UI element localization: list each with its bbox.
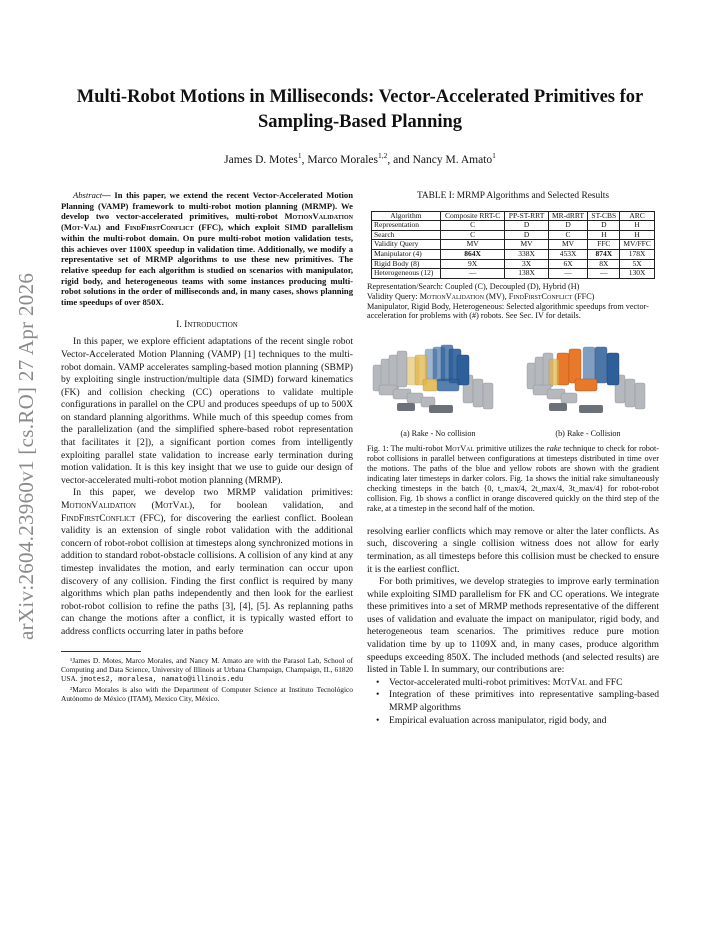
rake-collision-image (517, 335, 659, 421)
table-note: Representation/Search: Coupled (C), Decoupled (D), Hybrid (H) (367, 281, 580, 291)
list-item (376, 714, 659, 728)
table-row (372, 249, 655, 259)
table-cell: D (588, 221, 620, 231)
bullet-icon: • (376, 689, 380, 701)
table-cell: 874X (588, 249, 620, 259)
note-text: (MV), (483, 291, 509, 301)
table-cell: 5X (620, 259, 655, 269)
table-cell: Search (372, 230, 441, 240)
subfigure-caption: (b) Rake - Collision (555, 428, 621, 438)
table-cell: — (440, 269, 505, 279)
caption-text: technique to check for robot-robot collisions in parallel between configurations at timesteps distributed in time over the motions. The paths of the blue and yellow robots are shown with the gradient indicating later timesteps in darker colors. Fig. 1a shows the initial rake simultaneously checking timesteps in the batch {0, t_max/4, 2t_max/4, 3t_max/4} for robot-robot collision. Fig. 1b shows a conflict in orange discovered quickly on the third step of the rake, at a timestep in the second half of the motion. (367, 444, 659, 513)
table-header: Composite RRT-C (440, 211, 505, 221)
table-cell: — (548, 269, 588, 279)
contribution-list (367, 677, 659, 727)
author-separator: , and (387, 153, 413, 166)
figure-caption (367, 444, 659, 513)
abstract-dash: — (102, 190, 115, 200)
table-cell: MV/FFC (620, 240, 655, 250)
footnote-text: ¹James D. Motes, Marco Morales, and Nancy M. Amato are with the Parasol Lab, School of Computing and Data Science, University of Illinois at Urbana Champaign, Champaign, IL, 61820 USA. (61, 655, 353, 683)
table-row (372, 221, 655, 231)
table-cell: H (620, 221, 655, 231)
table-cell: — (588, 269, 620, 279)
table-cell: Representation (372, 221, 441, 231)
table-cell: 338X (505, 249, 548, 259)
affiliation-mark: 1 (492, 151, 496, 160)
list-item (376, 689, 659, 714)
list-item-text: Integration of these primitives into representative sampling-based MRMP algorithms (389, 689, 659, 714)
footnote: ²Marco Morales is also with the Department of Computer Science at Instituto Tecnológico Autónomo de México (ITAM), Mexico City, México. (61, 684, 353, 703)
table-note (367, 292, 659, 302)
caption-emphasis: rake (546, 444, 562, 454)
table-cell: 138X (505, 269, 548, 279)
bullet-icon: • (376, 676, 380, 688)
table-cell: C (440, 221, 505, 231)
figure-row (367, 335, 659, 439)
abstract-text: (FFC), which exploit SIMD parallelism within the multi-robot domain. On pure multi-robot motion validation tests, this achieves over 1100X speedup in validation time. Additionally, we modify a representative set of MRMP algorithms to use these new primitives. The relative speedup for each algorithm is studied on scenarios with manipulator, rigid body, and heterogeneous teams with some instances producing multi-robot solutions in the order of milliseconds and, in many cases, shows planning time speedups of over 850X. (61, 222, 353, 308)
abstract (61, 190, 353, 308)
arxiv-stamp: arXiv:2604.23960v1 [cs.RO] 27 Apr 2026 (14, 272, 38, 640)
affiliation-mark: 1 (297, 151, 302, 160)
paragraph-text: ( (135, 500, 155, 512)
table-cell: C (548, 230, 588, 240)
table-cell: 130X (620, 269, 655, 279)
robot-base (549, 403, 603, 413)
paragraph-text: ), for boolean validation, and (188, 500, 354, 512)
primitive-name: FindFirstConflict (124, 222, 194, 233)
table-row (372, 269, 655, 279)
author-name: Marco Morales (307, 153, 378, 166)
intro-paragraph (61, 487, 353, 638)
primitive-name: MotVal (154, 500, 189, 512)
primitive-name: MotVal (552, 676, 587, 688)
table-cell: D (505, 230, 548, 240)
left-column (61, 190, 353, 703)
table-header: ARC (620, 211, 655, 221)
table-header: MR-dRRT (548, 211, 588, 221)
table-caption: TABLE I: MRMP Algorithms and Selected Results (416, 191, 610, 201)
table-cell: MV (505, 240, 548, 250)
abstract-text: In this paper, we extend the recent Vector-Accelerated Motion Planning (VAMP) framework to multi-robot motion planning (MRMP). We develop two vector-accelerated primitives, multi-robot (61, 190, 353, 222)
table-cell: C (440, 230, 505, 240)
section-heading: I. Introduction (176, 318, 238, 330)
table-cell: Validity Query (372, 240, 441, 250)
table-cell: 864X (440, 249, 505, 259)
right-column (367, 190, 659, 727)
author-name: James D. Motes (224, 153, 298, 166)
author-separator: , (301, 153, 308, 166)
email-address: jmotes2, moralesa, namato@illinois.edu (79, 675, 244, 684)
table-note: Manipulator, Rigid Body, Heterogeneous: Selected algorithmic speedups from vector-acceleration for problems with (#) robots. See Sec. IV for details. (367, 301, 649, 321)
author-name: Nancy M. Amato (412, 153, 493, 166)
list-item-text: Empirical evaluation across manipulator, rigid body, and (389, 714, 607, 726)
table-cell: Heterogeneous (12) (372, 269, 441, 279)
right-body (367, 526, 659, 728)
table-cell: H (620, 230, 655, 240)
subfigure-a (367, 335, 509, 439)
list-item-text: and FFC (586, 676, 623, 688)
table-cell: FFC (588, 240, 620, 250)
table-cell: 453X (548, 249, 588, 259)
primitive-name: MotionValidation (Mot-Val) (61, 211, 353, 233)
body-paragraph: resolving earlier conflicts which may remove or alter the later conflicts. As such, discovering a single collision witness does not allow for early termination, as all timesteps before this collision must be checked to ensure it is the earliest conflict. (367, 525, 659, 575)
primitive-name: MotVal (444, 444, 475, 454)
table-cell: D (548, 221, 588, 231)
table-cell: Manipulator (4) (372, 249, 441, 259)
primitive-name: FindFirstConflict (61, 512, 136, 524)
footnote-rule (61, 651, 141, 652)
table-cell: MV (440, 240, 505, 250)
bullet-icon: • (376, 714, 380, 726)
primitive-name: MotionValidation (419, 291, 484, 301)
results-table (371, 211, 655, 279)
table-cell: Rigid Body (8) (372, 259, 441, 269)
list-item-text: Vector-accelerated multi-robot primitives: (389, 676, 553, 688)
subfigure-caption: (a) Rake - No collision (400, 428, 476, 438)
paragraph-text: (FFC), for discovering the earliest conflict. Boolean validity is an extension of single robot validation with the additional concern of robot-robot collision at timesteps along synchronized motions in addition to standard robot-obstacle collisions. A collision of any kind at any timestep invalidates the motion, and early termination can occur upon discovery of any collision. Finding the first conflict is required by many algorithms which plan paths independently and then look for the earliest robot-robot collision to refine the paths [3], [4], [5]. As replanning paths can change the motions after a conflict, it is typically wasted effort to address conflicts occurring later in paths before (61, 512, 353, 637)
subfigure-b (517, 335, 659, 439)
primitive-name: MotionValidation (61, 500, 136, 512)
caption-text: Fig. 1: The multi-robot (367, 444, 445, 454)
table-cell: MV (548, 240, 588, 250)
table-cell: 8X (588, 259, 620, 269)
rake-no-collision-image (367, 335, 509, 421)
affiliation-mark: 1,2 (377, 151, 388, 160)
primitive-name: FindFirstConflict (508, 291, 573, 301)
table-cell: 9X (440, 259, 505, 269)
abstract-label: Abstract (73, 190, 103, 200)
table-header: Algorithm (372, 211, 441, 221)
abstract-text: and (100, 222, 125, 233)
body-paragraph: For both primitives, we develop strategies to improve early termination while exploiting SIMD parallelism for FK and CC operations. We integrate these primitives into a set of MRMP methods representative of the different uses of validation and evaluate the impact on manipulator, rigid body, and heterogeneous team scenarios. The primitives reduce pure motion validation time by up to 1109X and, in many cases, produce algorithm speedups exceeding 850X. The included methods (and selected results) are listed in Table I. In summary, our contributions are: (367, 576, 659, 676)
footnote (61, 656, 353, 685)
paper-title: Multi-Robot Motions in Milliseconds: Vector-Accelerated Primitives for Sampling-Based Planning (76, 87, 644, 132)
yellow-robot-path (549, 359, 559, 385)
note-text: Validity Query: (367, 291, 420, 301)
paragraph-text: In this paper, we develop two MRMP validation primitives: (73, 487, 353, 499)
note-text: (FFC) (572, 291, 595, 301)
caption-text: primitive utilizes the (474, 444, 547, 454)
table-header: PP-ST-RRT (505, 211, 548, 221)
table-cell: H (588, 230, 620, 240)
table-cell: 3X (505, 259, 548, 269)
table-cell: 178X (620, 249, 655, 259)
author-line (60, 151, 660, 166)
table-header: ST-CBS (588, 211, 620, 221)
table-cell: 6X (548, 259, 588, 269)
list-item (376, 676, 659, 690)
table-cell: D (505, 221, 548, 231)
intro-paragraph: In this paper, we explore efficient adaptations of the recent single robot Vector-Accelerated Motion Planning (VAMP) [1] techniques to the multi-robot domain. VAMP accelerates sampling-based motion planning (SBMP) by exploiting single instruction/multiple data (SIMD) forward kinematics (FK) and collision checking (CC) operations to validate multiple configurations in parallel on the CPU and produces speedups of up to 500X on standard planning algorithms. While much of this speedup comes from the parallelization (and the simplified sphere-based robot representation that facilitates it [2]), a significant portion comes from intelligently exploiting parallel state validation to increase early termination during motion validation. It is this key insight that we use to guide our design of vector-accelerated multi-robot motion planning (MRMP). (61, 336, 353, 486)
